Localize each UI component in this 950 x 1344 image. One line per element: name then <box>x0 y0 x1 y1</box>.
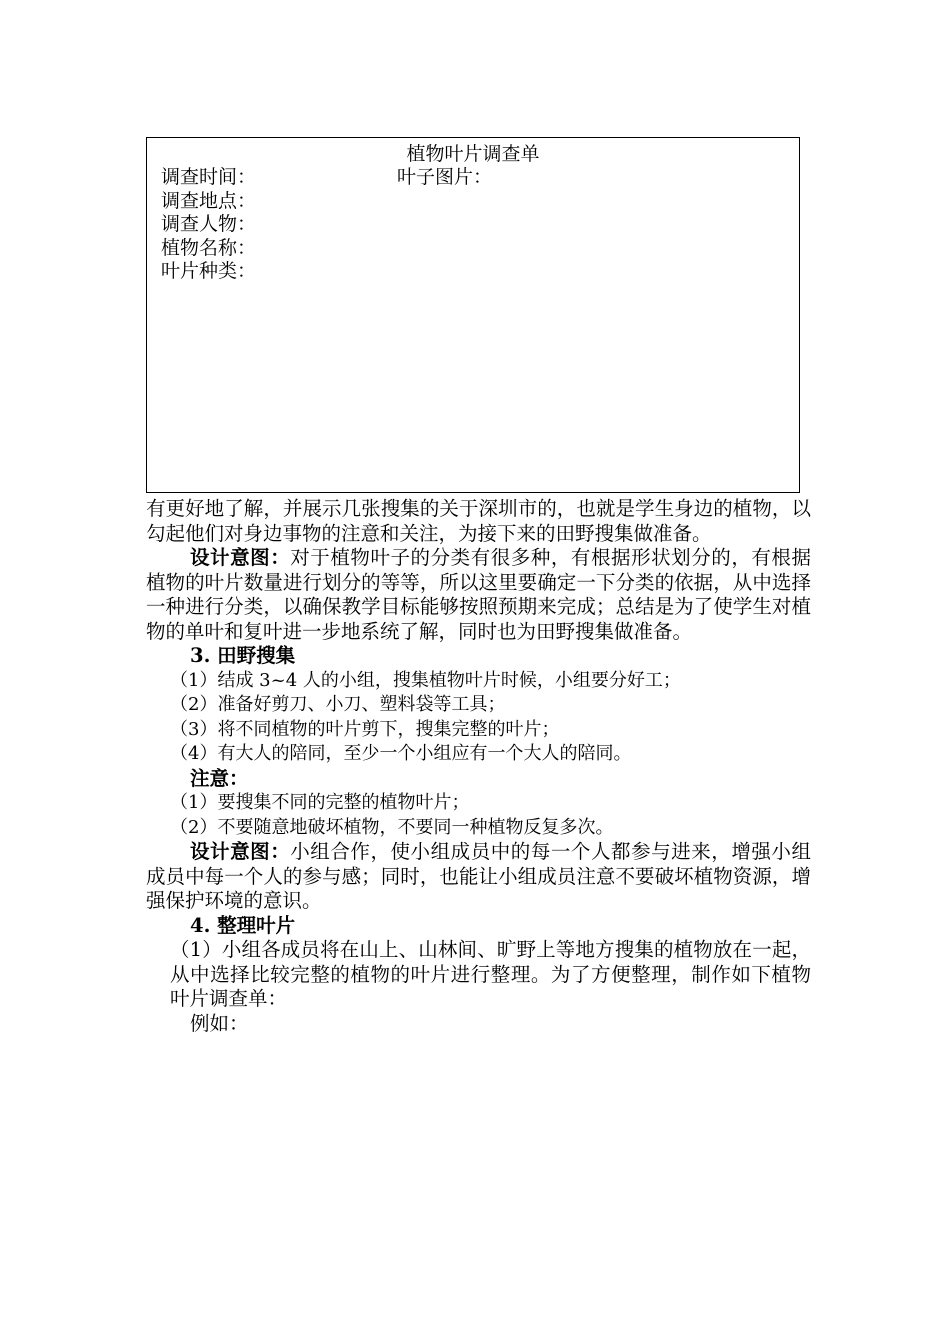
list-item: （1）结成 3~4 人的小组，搜集植物叶片时候，小组要分好工； <box>170 669 681 691</box>
design-intent-paragraph-1 <box>146 546 811 644</box>
design-intent-label: 设计意图： <box>190 840 291 863</box>
field-survey-time: 调查时间： <box>161 166 257 188</box>
leaf-photo-label: 叶子图片： <box>397 166 493 188</box>
notice-list <box>146 791 811 840</box>
notice-label: 注意： <box>190 766 249 790</box>
intro-paragraph: 有更好地了解，并展示几张搜集的关于深圳市的，也就是学生身边的植物，以勾起他们对身边事物的注意和关注，为接下来的田野搜集做准备。 <box>146 497 811 545</box>
document-body <box>146 497 811 1036</box>
list-item: （2）准备好剪刀、小刀、塑料袋等工具； <box>170 694 506 715</box>
section4-paragraph: （1）小组各成员将在山上、山林间、旷野上等地方搜集的植物放在一起，从中选择比较完整的植物的叶片进行整理。为了方便整理，制作如下植物叶片调查单： <box>170 938 811 1010</box>
field-leaf-type: 叶片种类： <box>161 260 257 282</box>
design-intent-text: 小组合作，使小组成员中的每一个人都参与进来，增强小组成员中每一个人的参与感；同时，也能让小组成员注意不要破坏植物资源，增强保护环境的意识。 <box>146 840 811 912</box>
section4-heading: 4. 整理叶片 <box>190 913 296 937</box>
example-label: 例如： <box>190 1011 249 1035</box>
section3-list <box>146 669 811 767</box>
list-item: （2）不要随意地破坏植物，不要同一种植物反复多次。 <box>170 816 614 838</box>
field-plant-name: 植物名称： <box>161 236 257 259</box>
field-survey-location: 调查地点： <box>161 189 257 212</box>
list-item: （3）将不同植物的叶片剪下，搜集完整的叶片； <box>170 718 560 740</box>
survey-form-title: 植物叶片调查单 <box>406 143 540 165</box>
design-intent-text: 对于植物叶子的分类有很多种，有根据形状划分的，有根据植物的叶片数量进行划分的等等，所以这里要确定一下分类的依据，从中选择一种进行分类，以确保教学目标能够按照预期来完成；总结是为了使学生对植物的单叶和复叶进一步地系统了解，同时也为田野搜集做准备。 <box>146 546 811 643</box>
survey-form-box <box>146 137 800 493</box>
section3-heading: 3. 田野搜集 <box>190 644 296 667</box>
list-item: （4）有大人的陪同，至少一个小组应有一个大人的陪同。 <box>170 743 632 764</box>
survey-fields <box>161 166 256 284</box>
design-intent-paragraph-2 <box>146 840 811 914</box>
field-survey-person: 调查人物： <box>161 213 257 235</box>
list-item: （1）要搜集不同的完整的植物叶片； <box>170 792 470 813</box>
design-intent-label: 设计意图： <box>190 546 291 569</box>
